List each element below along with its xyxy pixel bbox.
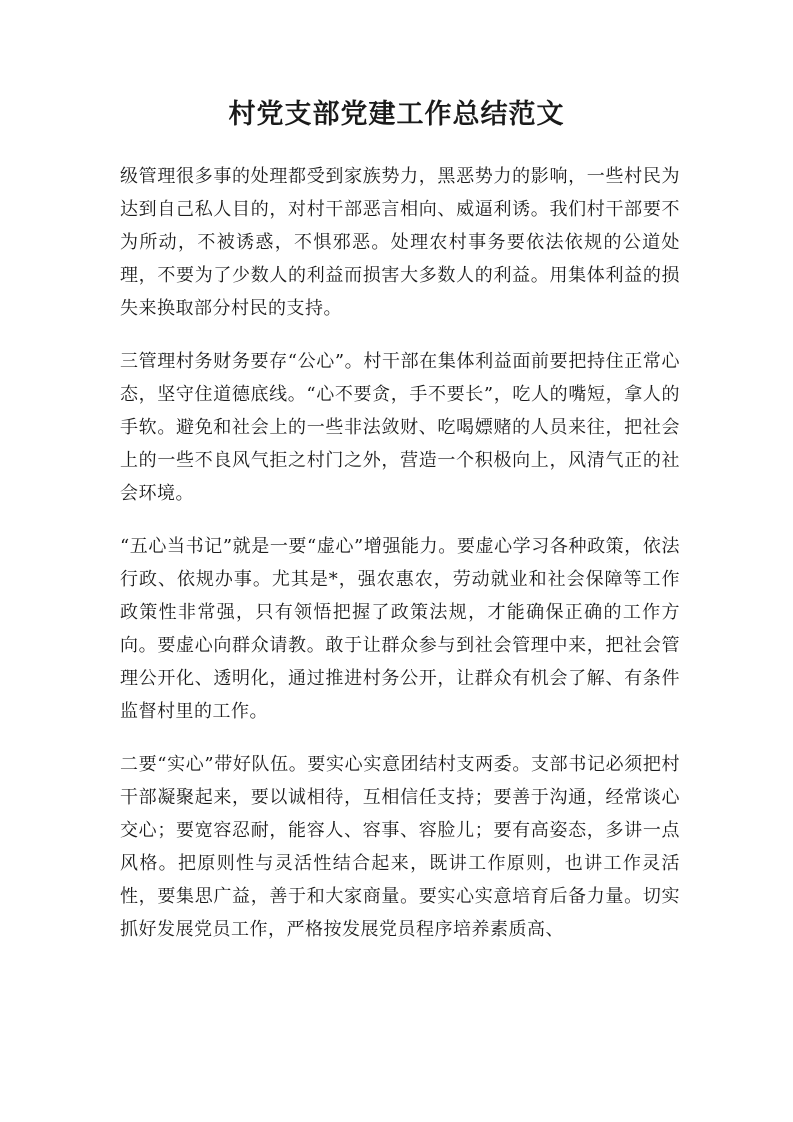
page-title: 村党支部党建工作总结范文 xyxy=(228,99,565,130)
paragraph-2: 三管理村务财务要存“公心”。村干部在集体利益面前要把持住正常心态，坚守住道德底线。“心不要贪，手不要长”，吃人的嘴短，拿人的手软。避免和社会上的一些非法敛财、吃喝嫖赌的人员来往，把社会上的一些不良风气拒之村门之外，营造一个积极向上，风清气正的社会环境。 xyxy=(120,351,680,504)
document-body xyxy=(120,160,680,966)
paragraph-4: 二要“实心”带好队伍。要实心实意团结村支两委。支部书记必须把村干部凝聚起来，要以诚相待，互相信任支持；要善于沟通，经常谈心交心；要宽容忍耐，能容人、容事、容脸儿；要有高姿态，多讲一点风格。把原则性与灵活性结合起来，既讲工作原则，也讲工作灵活性，要集思广益，善于和大家商量。要实心实意培育后备力量。切实抓好发展党员工作，严格按发展党员程序培养素质高、 xyxy=(120,754,680,940)
paragraph-3: “五心当书记”就是一要“虚心”增强能力。要虚心学习各种政策，依法行政、依规办事。尤其是*，强农惠农，劳动就业和社会保障等工作政策性非常强，只有领悟把握了政策法规，才能确保正确的工作方向。要虚心向群众请教。敢于让群众参与到社会管理中来，把社会管理公开化、透明化，通过推进村务公开，让群众有机会了解、有条件监督村里的工作。 xyxy=(120,536,680,722)
paragraph-1: 级管理很多事的处理都受到家族势力，黑恶势力的影响，一些村民为达到自己私人目的，对村干部恶言相向、威逼利诱。我们村干部要不为所动，不被诱惑，不惧邪恶。处理农村事务要依法依规的公道处理，不要为了少数人的利益而损害大多数人的利益。用集体利益的损失来换取部分村民的支持。 xyxy=(120,166,680,319)
